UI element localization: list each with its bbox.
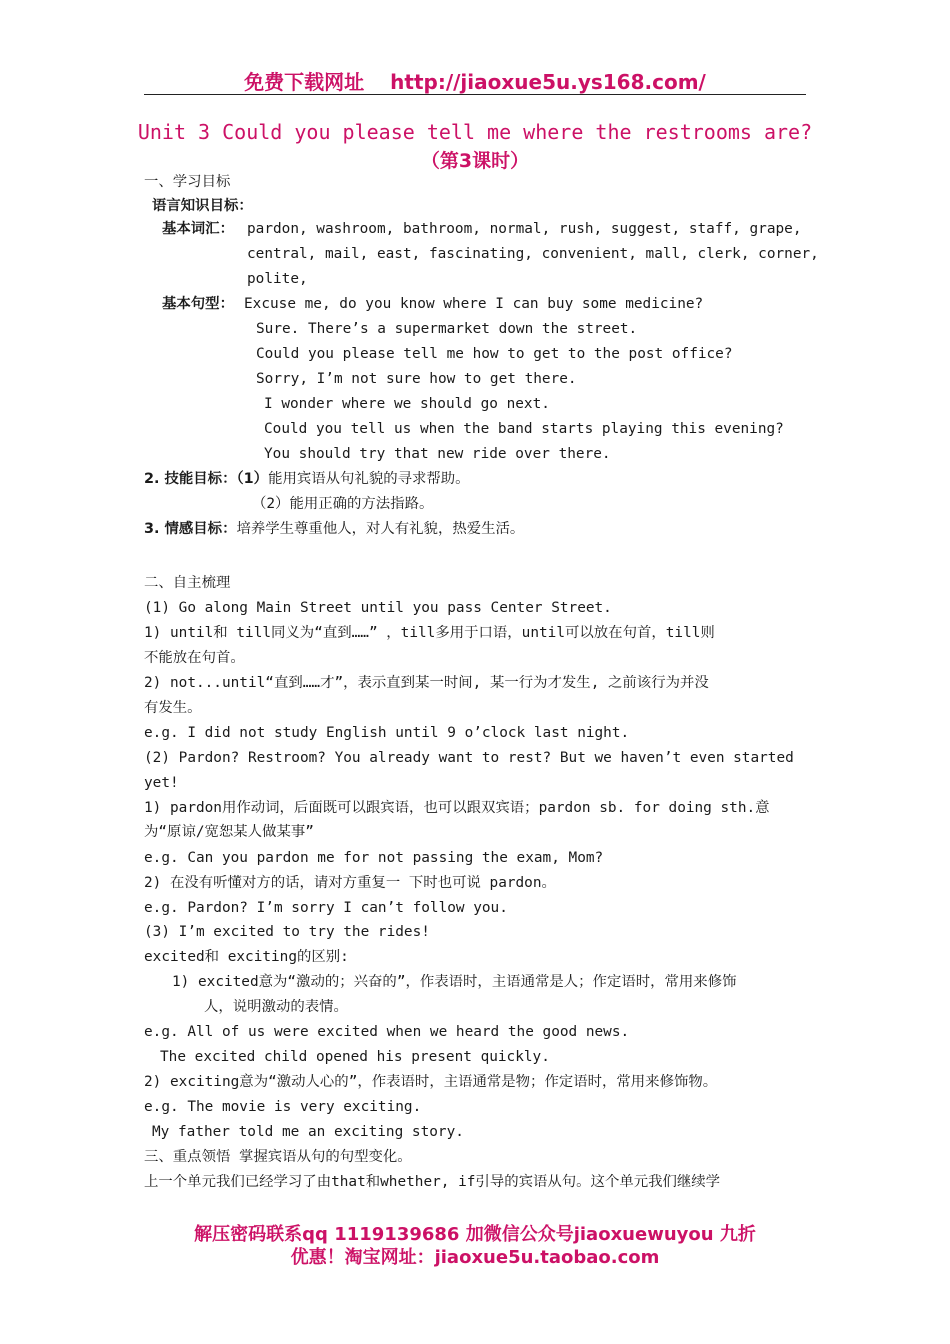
review-line: excited和 exciting的区别: — [144, 949, 349, 965]
emotion-goal — [144, 519, 524, 539]
skill-label: 技能目标： — [164, 471, 237, 487]
vocab-line: polite, — [247, 271, 308, 287]
skill-number: 2. — [144, 471, 165, 487]
review-line: 1) pardon用作动词，后面既可以跟宾语，也可以跟双宾语；pardon sb. for doing sth.意 — [144, 800, 770, 816]
emotion-number: 3. — [144, 521, 165, 537]
header-label: 免费下载网址 — [244, 70, 365, 94]
review-line: e.g. The movie is very exciting. — [144, 1099, 422, 1115]
sentence-line: Sorry, I’m not sure how to get there. — [256, 371, 577, 387]
vocab-label: 基本词汇： — [162, 221, 234, 237]
review-line: 人，说明激动的表情。 — [204, 999, 348, 1015]
review-line: (3) I’m excited to try the rides! — [144, 924, 430, 940]
review-line: (1) Go along Main Street until you pass Center Street. — [144, 600, 612, 616]
review-heading: 二、自主梳理 — [144, 575, 231, 591]
review-line: 2) not...until“直到……才”，表示直到某一时间, 某一行为才发生, 之前该行为并没 — [144, 675, 709, 691]
emotion-label: 情感目标： — [164, 521, 237, 537]
header-divider — [144, 94, 806, 95]
review-line: 2) 在没有听懂对方的话，请对方重复一 下时也可说 pardon。 — [144, 875, 556, 891]
sentence-line: Sure. There’s a supermarket down the street. — [256, 321, 638, 337]
focus-text: 上一个单元我们已经学习了由that和whether, if引导的宾语从句。这个单元我们继续学 — [144, 1174, 721, 1190]
language-goal-label: 语言知识目标： — [152, 198, 253, 214]
sentence-label: 基本句型： — [162, 296, 234, 312]
review-line: My father told me an exciting story. — [152, 1124, 464, 1140]
review-line: e.g. All of us were excited when we heard the good news. — [144, 1024, 630, 1040]
focus-heading: 三、重点领悟 掌握宾语从句的句型变化。 — [144, 1149, 412, 1165]
sentence-line: Excuse me, do you know where I can buy some medicine? — [244, 296, 704, 312]
sentence-line: Could you tell us when the band starts playing this evening? — [264, 421, 784, 437]
review-line: e.g. I did not study English until 9 o’clock last night. — [144, 725, 630, 741]
review-line: 1) until和 till同义为“直到……” ，till多用于口语，until可以放在句首，till则 — [144, 625, 715, 641]
review-line: The excited child opened his present quickly. — [160, 1049, 550, 1065]
sentence-line: I wonder where we should go next. — [264, 396, 550, 412]
review-line: e.g. Pardon? I’m sorry I can’t follow you. — [144, 900, 508, 916]
goals-heading: 一、学习目标 — [144, 174, 231, 190]
review-line: 为“原谅/宽恕某人做某事” — [144, 824, 314, 840]
skill-item-2: （2）能用正确的方法指路。 — [252, 496, 434, 512]
title-line-1: Unit 3 Could you please tell me where the restrooms are? — [137, 120, 813, 144]
review-line: 1) excited意为“激动的；兴奋的”，作表语时，主语通常是人；作定语时，常用来修饰 — [172, 974, 737, 990]
review-line: 有发生。 — [144, 700, 202, 716]
skill-goal — [144, 469, 470, 489]
review-line: 不能放在句首。 — [144, 650, 245, 666]
header-url-link[interactable]: http://jiaoxue5u.ys168.com/ — [390, 70, 706, 94]
review-line: yet! — [144, 775, 179, 791]
page-header — [0, 66, 950, 95]
skill-item-number: （1） — [236, 471, 269, 487]
title-line-2: （第3课时） — [420, 150, 530, 172]
skill-item-1: 能用宾语从句礼貌的寻求帮助。 — [268, 471, 470, 487]
footer-line-1: 解压密码联系qq 1119139686 加微信公众号jiaoxuewuyou 九折 — [194, 1224, 756, 1245]
vocab-line: central, mail, east, fascinating, convenient, mall, clerk, corner, — [247, 246, 819, 262]
sentence-line: You should try that new ride over there. — [264, 446, 611, 462]
emotion-text: 培养学生尊重他人，对人有礼貌，热爱生活。 — [236, 521, 525, 537]
review-line: 2) exciting意为“激动人心的”，作表语时，主语通常是物；作定语时，常用来修饰物。 — [144, 1074, 718, 1090]
sentence-line: Could you please tell me how to get to the post office? — [256, 346, 733, 362]
vocab-line: pardon, washroom, bathroom, normal, rush, suggest, staff, grape, — [247, 221, 802, 237]
review-line: (2) Pardon? Restroom? You already want to rest? But we haven’t even started — [144, 750, 794, 766]
footer-line-2: 优惠！淘宝网址：jiaoxue5u.taobao.com — [290, 1247, 660, 1268]
review-line: e.g. Can you pardon me for not passing the exam, Mom? — [144, 850, 604, 866]
